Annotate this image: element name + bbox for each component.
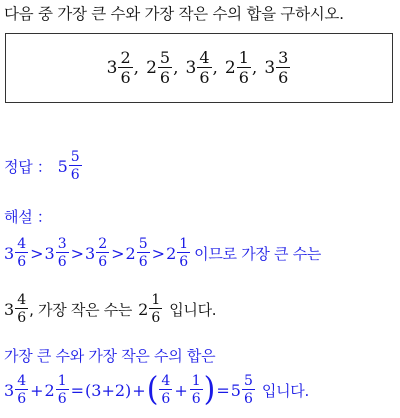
term-fraction (56, 374, 69, 406)
numerator: 4 (17, 373, 27, 389)
denominator: 6 (120, 68, 131, 87)
plus-sign: + (132, 380, 146, 400)
denominator: 6 (278, 68, 289, 87)
numerator: 3 (57, 236, 67, 252)
question-text: 다음 중 가장 큰 수와 가장 작은 수의 합을 구하시오. (4, 5, 344, 23)
greater-than: > (30, 243, 44, 263)
largest-fraction (15, 293, 28, 325)
term-whole: 2 (125, 243, 136, 263)
term-whole: 3 (85, 243, 96, 263)
numerator: 3 (278, 48, 289, 67)
explanation-heading-line (4, 206, 52, 227)
term-whole: 2 (166, 243, 177, 263)
left-paren: ( (146, 370, 159, 409)
choice-fraction (276, 50, 290, 86)
numerator: 5 (243, 373, 253, 389)
numerator: 1 (179, 236, 189, 252)
comma: , (251, 58, 258, 78)
denominator: 6 (238, 68, 249, 87)
term-fraction (177, 237, 190, 269)
answer-fraction (69, 150, 82, 182)
term-whole: 3 (4, 380, 15, 400)
comparison-line (4, 237, 321, 269)
denominator: 6 (243, 391, 253, 407)
denominator: 6 (17, 310, 27, 326)
largest-smallest-line (4, 293, 216, 325)
denominator: 6 (161, 391, 171, 407)
largest-whole: 3 (4, 299, 15, 319)
right-paren: ) (203, 370, 216, 409)
numerator: 5 (70, 149, 80, 165)
denominator: 6 (70, 167, 80, 183)
numerator: 4 (199, 48, 210, 67)
explanation-heading: 해설 ： (4, 208, 52, 226)
denominator: 6 (179, 254, 189, 270)
term-fraction (96, 237, 109, 269)
choice-3 (185, 50, 224, 86)
whole-sum-group: (3+2) (85, 380, 132, 400)
comma: , (133, 58, 140, 78)
term-fraction (15, 237, 28, 269)
denominator: 6 (191, 391, 201, 407)
choice-5 (264, 50, 291, 86)
numerator: 4 (17, 292, 27, 308)
sum-intro-text: 가장 큰 수와 가장 작은 수의 합은 (4, 347, 216, 365)
choice-fraction (237, 50, 251, 86)
denominator: 6 (57, 254, 67, 270)
denominator: 6 (17, 254, 27, 270)
term-fraction (137, 237, 150, 269)
answer-label: 정답 ： (4, 157, 52, 176)
comparison-tail: 이므로 가장 큰 수는 (194, 244, 322, 263)
choice-fraction (158, 50, 172, 86)
denominator: 6 (98, 254, 108, 270)
denominator: 6 (151, 310, 161, 326)
term-whole: 3 (4, 243, 15, 263)
comma: , (173, 58, 179, 78)
smallest-label: , 가장 작은 수는 (29, 300, 133, 319)
term-fraction (15, 374, 28, 406)
answer-line (4, 150, 83, 182)
term-fraction (190, 374, 203, 406)
numerator: 2 (98, 236, 108, 252)
plus-sign: + (30, 380, 44, 400)
denominator: 6 (57, 391, 67, 407)
choice-4 (225, 50, 264, 86)
equals-sign: = (216, 380, 230, 400)
comma: , (212, 58, 218, 78)
choice-fraction (197, 50, 211, 86)
term-fraction (56, 237, 69, 269)
choice-whole: 3 (185, 58, 197, 78)
denominator: 6 (138, 254, 148, 270)
choice-2 (146, 50, 185, 86)
term-whole: 3 (44, 243, 55, 263)
denominator: 6 (199, 68, 210, 87)
numerator: 2 (120, 48, 131, 67)
line2-tail: 입니다. (169, 300, 217, 319)
calculation-tail: 입니다. (261, 381, 309, 400)
sum-intro-line (4, 345, 215, 366)
result-fraction (242, 374, 255, 406)
numerator: 1 (57, 373, 67, 389)
denominator: 6 (17, 391, 27, 407)
denominator: 6 (159, 68, 171, 87)
numerator: 1 (191, 373, 201, 389)
choice-whole: 2 (146, 58, 157, 78)
numerator: 5 (138, 236, 148, 252)
numerator: 1 (238, 48, 249, 67)
calculation-line (4, 370, 309, 409)
choice-whole: 3 (106, 58, 118, 78)
choice-whole: 2 (224, 58, 236, 78)
choice-fraction (118, 50, 132, 86)
choice-whole: 3 (264, 58, 276, 78)
greater-than: > (70, 243, 85, 263)
numerator: 1 (151, 292, 161, 308)
numerator: 5 (159, 48, 171, 67)
equals-sign: = (70, 380, 85, 400)
choices-box (5, 33, 393, 103)
greater-than: > (111, 243, 125, 263)
term-whole: 2 (44, 380, 55, 400)
result-whole: 5 (230, 380, 241, 400)
greater-than: > (151, 243, 166, 263)
answer-whole: 5 (57, 156, 68, 176)
numerator: 4 (161, 373, 171, 389)
numerator: 4 (17, 236, 27, 252)
term-fraction (159, 374, 172, 406)
choice-1 (107, 50, 146, 86)
smallest-whole: 2 (138, 299, 149, 319)
plus-sign: + (174, 380, 188, 400)
smallest-fraction (149, 293, 162, 325)
